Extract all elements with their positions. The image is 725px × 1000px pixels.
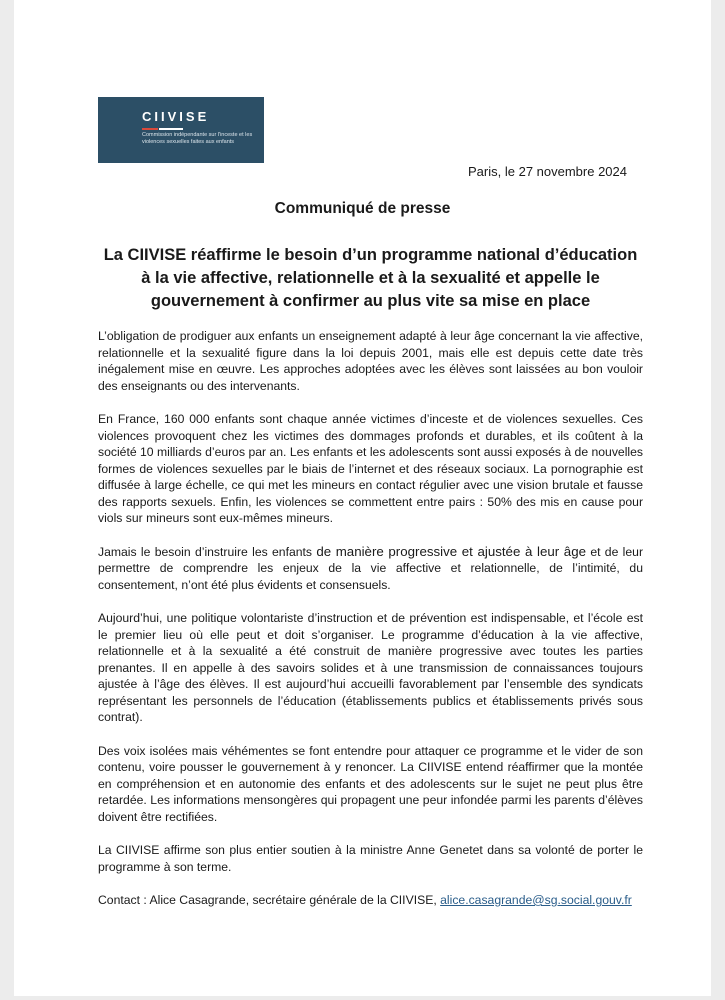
- paragraph-3-end: et de leur permettre de comprendre les enjeux de la vie affective et relationnelle, de l’intimité, du consentement, n’ont été plus évidents et consensuels.: [98, 544, 644, 592]
- logo-wordmark: CIIVISE: [142, 109, 210, 124]
- ciivise-logo: [98, 97, 264, 163]
- logo-accent-bar-white: [159, 128, 183, 130]
- document-kind: Communiqué de presse: [274, 200, 451, 217]
- paragraph-4: Aujourd’hui, une politique volontariste d’instruction et de prévention est indispensable, et l’école est le premier lieu où elle peut et doit s’organiser. Le programme d’éducation à la vie affective, relationnelle et à la sexualité a été construit de manière progressive avec toutes les parties prenantes. Il en appelle à des savoirs solides et à une transmission de connaissances toujours ajustée à l’âge des élèves. Il est aujourd’hui accueilli favorablement par l’ensemble des syndicats représentant les personnels de l’éducation (établissements publics et établissements privés sous contrat).: [98, 611, 643, 724]
- contact-label: Contact : Alice Casagrande, secrétaire générale de la CIIVISE,: [98, 893, 441, 907]
- press-title: La CIIVISE réaffirme le besoin d’un programme national d’éducation à la vie affective, relationnelle et à la sexualité et appelle le gouvernement à confirmer au plus vite sa mise en place: [103, 246, 638, 310]
- paragraph-5: Des voix isolées mais véhémentes se font entendre pour attaquer ce programme et le vider de son contenu, voire pousser le gouvernement à y renoncer. La CIIVISE entend réaffirmer que la montée en compréhension et en autonomie des enfants et des adolescents sur le sujet ne peut plus être retardée. Les informations mensongères qui propagent une peur infondée parmi les parents d’élèves doivent être rectifiées.: [98, 743, 643, 824]
- paragraph-3-start: Jamais le besoin d’instruire les enfants: [98, 544, 317, 559]
- document-page: [14, 0, 711, 996]
- paragraph-2: En France, 160 000 enfants sont chaque année victimes d’inceste et de violences sexuelles. Ces violences provoquent chez les victimes des dommages profonds et durables, et ils coûtent à la société 10 milliards d’euros par an. Les enfants et les adolescents sont aussi exposés à de nouvelles formes de violences sexuelles par le biais de l’internet et des réseaux sociaux. La pornographie est diffusée à large échelle, ce qui met les mineurs en contact régulier avec une vision brutale et fausse des rapports sexuels. Enfin, les violences se commettent entre pairs : 50% des mis en cause pour viols sur mineurs sont eux-mêmes mineurs.: [98, 412, 643, 525]
- logo-accent-bar: [142, 128, 158, 130]
- paragraph-3: [98, 544, 643, 594]
- contact-line: [98, 892, 643, 909]
- paragraph-3-emphasis: de manière progressive et ajustée à leur âge: [316, 543, 586, 559]
- logo-subtitle: Commission indépendante sur l'inceste et les violences sexuelles faites aux enfants: [142, 132, 253, 145]
- paragraph-6: La CIIVISE affirme son plus entier soutien à la ministre Anne Genetet dans sa volonté de porter le programme à son terme.: [98, 843, 643, 874]
- contact-email-link[interactable]: alice.casagrande@sg.social.gouv.fr: [440, 893, 632, 907]
- paragraph-1: L’obligation de prodiguer aux enfants un enseignement adapté à leur âge concernant la vie affective, relationnelle et la sexualité figure dans la loi depuis 2001, mais elle est depuis cette date très inégalement mise en œuvre. Les approches adoptées avec les élèves sont laissées au bon vouloir des enseignants ou des intervenants.: [98, 329, 643, 393]
- press-body: [98, 328, 643, 926]
- press-date: Paris, le 27 novembre 2024: [468, 164, 627, 179]
